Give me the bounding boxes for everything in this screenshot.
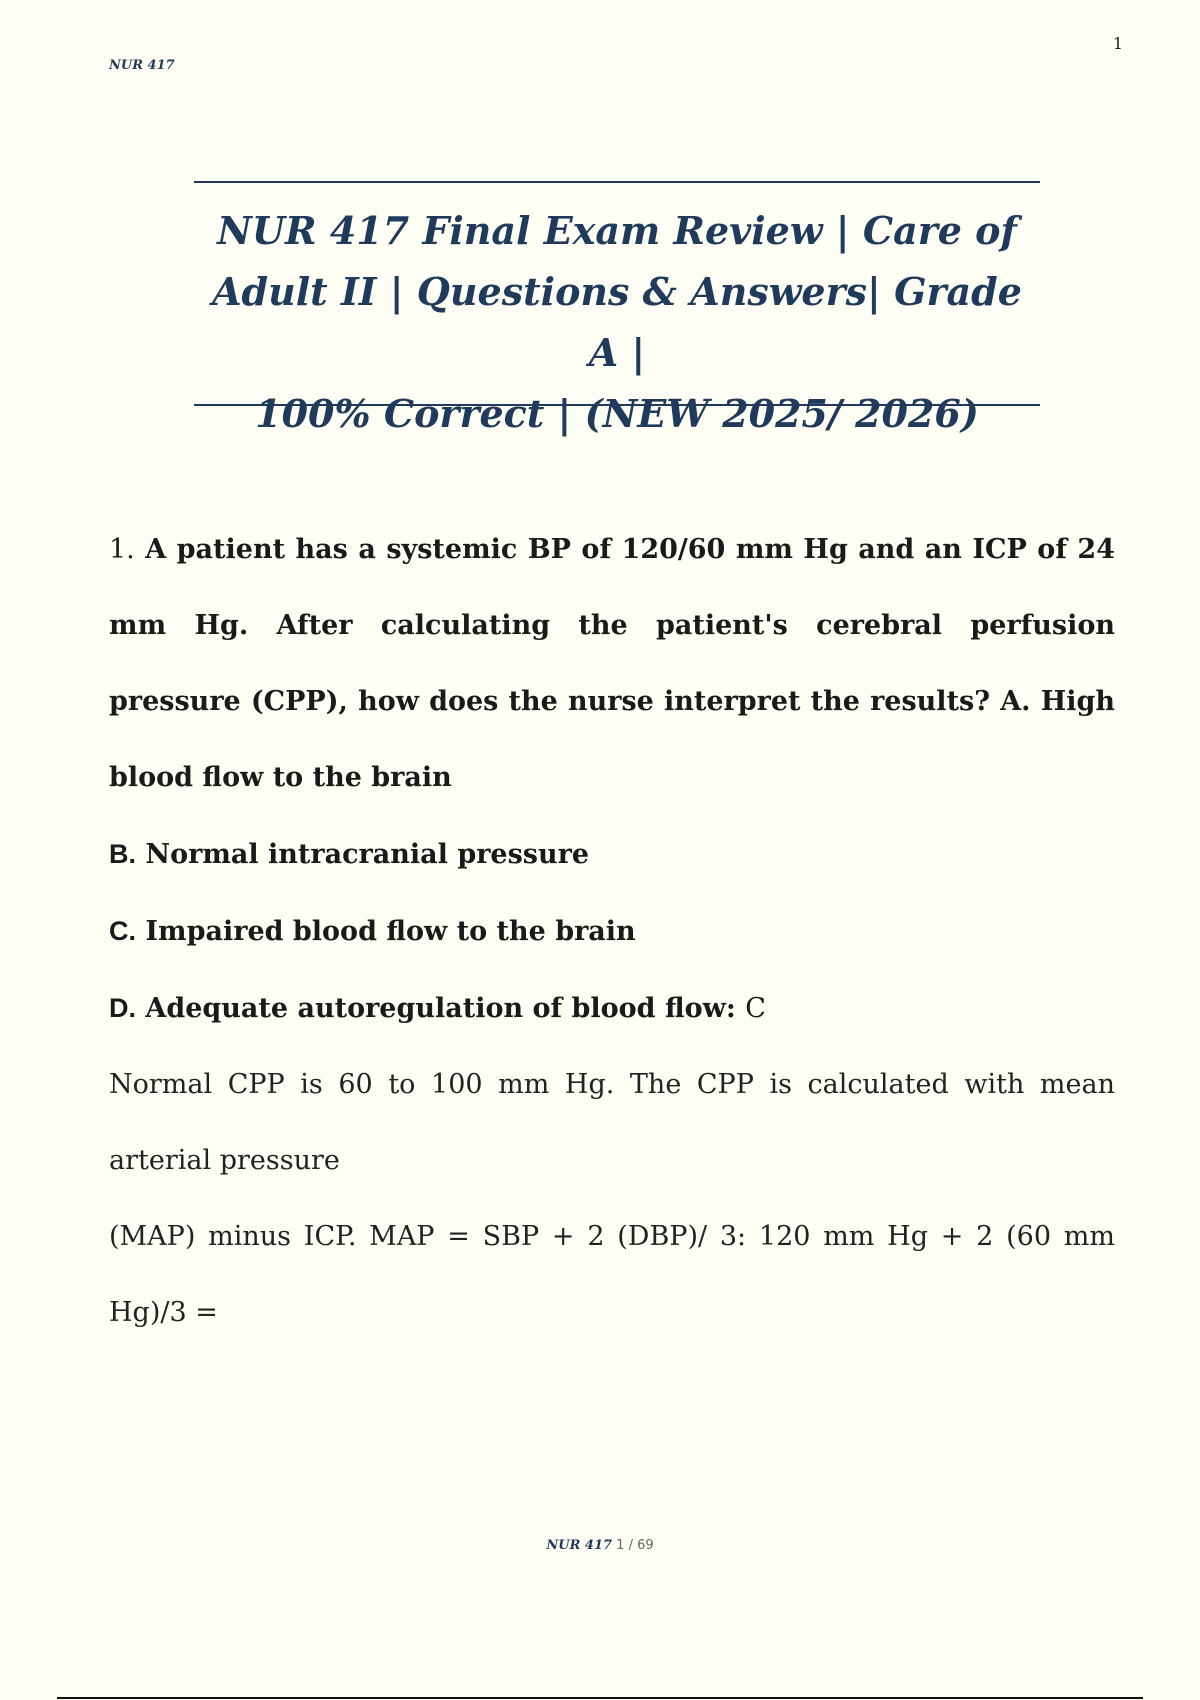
option-b bbox=[109, 816, 1115, 893]
rationale-paragraph-2: (MAP) minus ICP. MAP = SBP + 2 (DBP)/ 3: 120 mm Hg + 2 (60 mm Hg)/3 = bbox=[109, 1221, 1115, 1328]
option-c bbox=[109, 893, 1115, 970]
option-d bbox=[109, 970, 1115, 1047]
running-header: NUR 417 bbox=[109, 58, 175, 73]
option-letter: C. bbox=[109, 916, 136, 946]
title-line-1: NUR 417 Final Exam Review | Care of bbox=[217, 208, 1017, 253]
option-text: Adequate autoregulation of blood flow: bbox=[145, 993, 736, 1024]
answer-key: C bbox=[745, 993, 766, 1024]
title-line-2: Adult II | Questions & Answers| Grade A | bbox=[212, 269, 1022, 375]
document-title bbox=[194, 200, 1040, 444]
question-number: 1. bbox=[109, 534, 135, 565]
question-stem bbox=[109, 512, 1115, 816]
footer-page-count: 1 / 69 bbox=[616, 1538, 654, 1553]
title-top-rule bbox=[194, 181, 1040, 183]
title-line-3: 100% Correct | (NEW 2025/ 2026) bbox=[255, 391, 979, 436]
option-letter: D. bbox=[109, 993, 136, 1023]
rationale-paragraph-1: Normal CPP is 60 to 100 mm Hg. The CPP is calculated with mean arterial pressure bbox=[109, 1069, 1115, 1176]
option-text: Normal intracranial pressure bbox=[145, 839, 590, 870]
question-text: A patient has a systemic BP of 120/60 mm Hg and an ICP of 24 mm Hg. After calculating the patient's cerebral perfusion pressure (CPP), how does the nurse interpret the results? A. High blood flow to the brain bbox=[109, 534, 1115, 793]
option-text: Impaired blood flow to the brain bbox=[145, 916, 636, 947]
page-bottom-rule bbox=[57, 1697, 1143, 1699]
page-number: 1 bbox=[1112, 34, 1123, 53]
title-bottom-rule bbox=[194, 404, 1040, 406]
page-footer bbox=[0, 1538, 1200, 1553]
question-block bbox=[109, 512, 1115, 1351]
option-letter: B. bbox=[109, 839, 136, 869]
footer-label: NUR 417 bbox=[546, 1538, 613, 1553]
